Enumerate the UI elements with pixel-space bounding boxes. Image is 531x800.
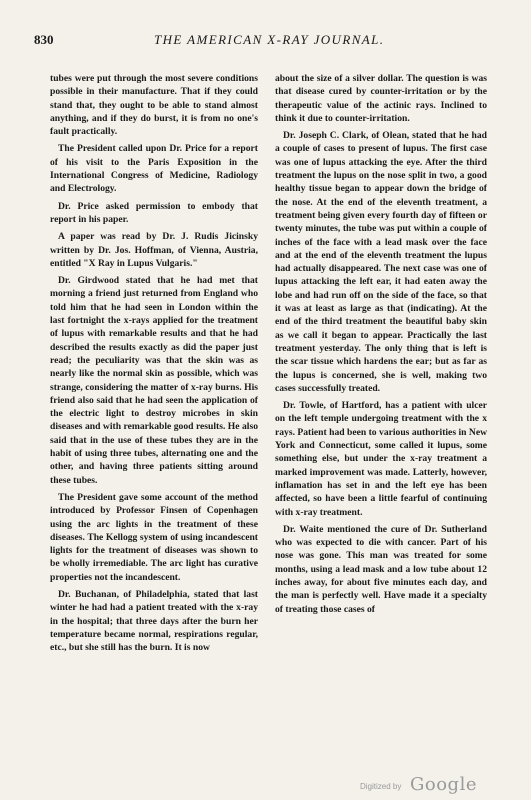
paragraph: Dr. Buchanan, of Philadelphia, stated that last winter he had had a patient treated with the x-ray in the hospital; that three days after the burn her temperature became normal, respirations regular, etc., but she still has the burn. It is now <box>50 588 258 654</box>
stamp-prefix: Digitized by <box>360 782 402 791</box>
paragraph: A paper was read by Dr. J. Rudis Jicinsky written by Dr. Jos. Hoffman, of Vienna, Austria, entitled "X Ray in Lupus Vulgaris." <box>50 231 258 269</box>
page-number: 830 <box>34 32 54 47</box>
paragraph: The President called upon Dr. Price for a report of his visit to the Paris Exposition in the International Congress of Medicine, Radiology and Electrology. <box>50 143 258 195</box>
page-header <box>34 32 494 50</box>
left-column <box>50 72 258 658</box>
paragraph: The President gave some account of the method introduced by Professor Finsen of Copenhagen using the arc lights in the treatment of these diseases. The Kellogg system of using incandescent lights for the treatment of diseases was shown to be wholly irremediable. The arc light has curative properties not the incandescent. <box>50 491 258 583</box>
right-column <box>275 72 487 620</box>
paragraph: Dr. Price asked permission to embody that report in his paper. <box>50 200 258 225</box>
paragraph: Dr. Girdwood stated that he had met that morning a friend just returned from England who told him that he had seen in London within the last fortnight the x-rays applied for the treatment of lupus with remarkable results and that he had described the results exactly as did the paper just read; the peculiarity was that the skin was as nearly like the normal skin as possible, which was strange, considering the matter of x-ray burns. His friend also said that he had seen the application of the electric light to destroy microbes in skin diseases and with remarkable good results. He also said that in the use of these tubes they are in the habit of using three tubes, alternating one and the other, and having three patients sitting around these tubes. <box>50 275 258 486</box>
running-title: THE AMERICAN X-RAY JOURNAL. <box>154 32 385 47</box>
paragraph: tubes were put through the most severe conditions possible in their manufacture. That if they could stand that, they ought to be able to stand almost anything, and if they do burst, it is from no one's fault practically. <box>50 73 258 138</box>
paragraph: Dr. Towle, of Hartford, has a patient with ulcer on the left temple undergoing treatment with the x rays. Patient had been to various authorities in New York and Connecticut, some called it lupus, some something else, but under the x-ray treatment a marked improvement was made. Latterly, however, inflamation has set in and the left eye has been affected, so have been a little fearful of continuing with x-ray treatment. <box>275 400 487 518</box>
paragraph: Dr. Waite mentioned the cure of Dr. Sutherland who was expected to die with cancer. Part of his nose was gone. This man was treated for some months, using a lead mask and a low tube about 12 inches away, for about five minutes each day, and the man is perfectly well. Have made it a specialty of treating those cases of <box>275 523 487 615</box>
digitized-stamp <box>360 776 500 798</box>
paragraph: Dr. Joseph C. Clark, of Olean, stated that he had a couple of cases to present of lupus. The first case was one of lupus attacking the eye. After the third treatment the lupus on the nose split in two, a good healthy tissue began to appear down the bridge of the nose. At the end of the eleventh treatment, a treatment being given every fourth day of fifteen or twenty minutes, the tube was put within a couple of inches of the face with a lead mask over the face and at the end of the eleventh treatment the lupus had actually disappeared. The next case was one of lupus attacking the left ear, it had eaten away the lobe and had run off on the side of the face, so that it was at least as large as that (indicating). At the end of the third treatment the beautiful baby skin as we call it began to appear. Practically the last treatment yesterday. The only thing that is left is the scar tissue which hardens the ear; but as far as the lupus is concerned, she is well, making two cases successfully treated. <box>275 130 487 394</box>
google-logo: Google <box>410 774 477 795</box>
paragraph: about the size of a silver dollar. The question is was that disease cured by counter-irritation or by the therapeutic value of the actinic rays. Inclined to think it due to counter-irritation. <box>275 73 487 124</box>
